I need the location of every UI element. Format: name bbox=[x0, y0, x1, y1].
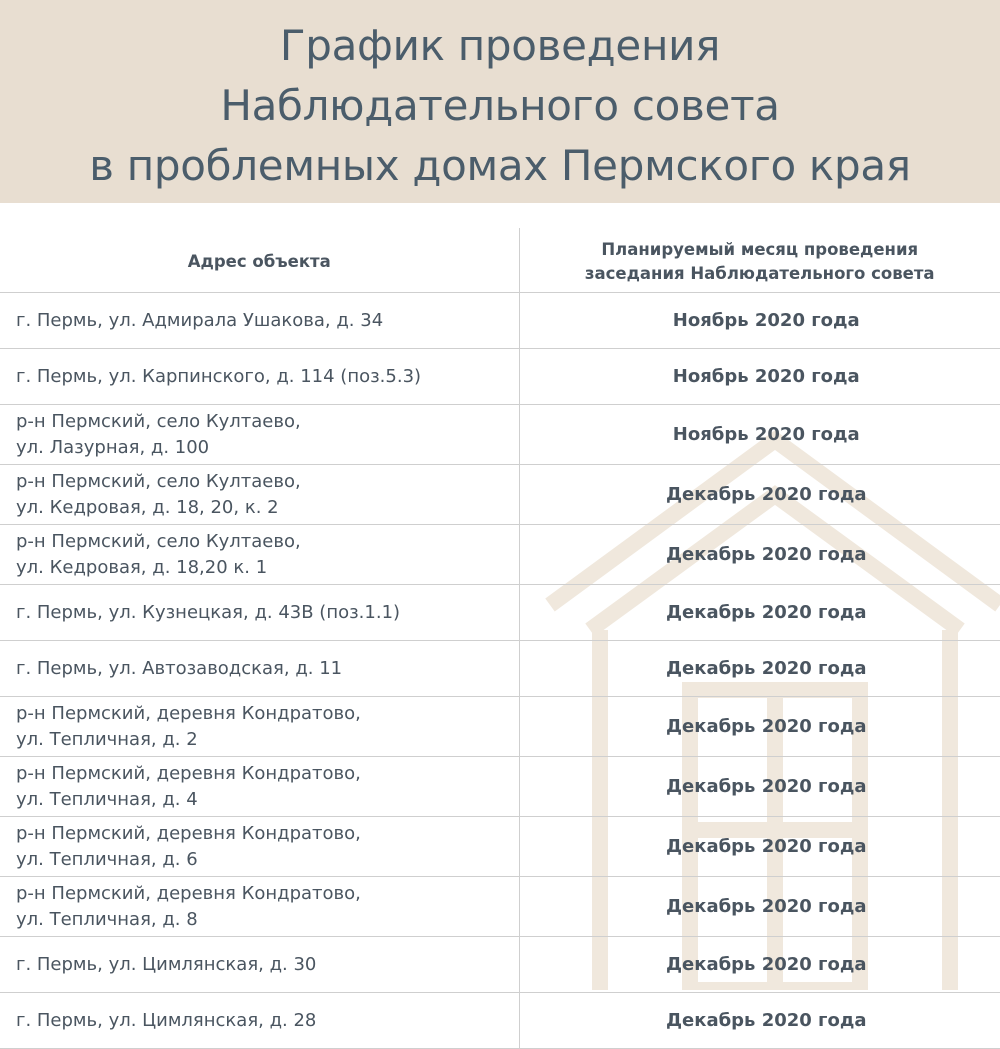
title-line-2: Наблюдательного совета bbox=[220, 81, 780, 130]
month-cell: Ноябрь 2020 года bbox=[519, 405, 1000, 465]
address-cell bbox=[0, 641, 519, 697]
address-cell bbox=[0, 465, 519, 525]
address-line-1: г. Пермь, ул. Карпинского, д. 114 (поз.5.3) bbox=[16, 365, 422, 387]
address-cell bbox=[0, 817, 519, 877]
table-row bbox=[0, 293, 1000, 349]
title-line-3: в проблемных домах Пермского края bbox=[89, 141, 911, 190]
month-header-line-1: Планируемый месяц проведения bbox=[601, 240, 919, 259]
table-row bbox=[0, 993, 1000, 1049]
month-cell: Декабрь 2020 года bbox=[519, 877, 1000, 937]
address-cell bbox=[0, 993, 519, 1049]
month-cell: Ноябрь 2020 года bbox=[519, 349, 1000, 405]
table-header-row bbox=[0, 228, 1000, 293]
month-cell: Декабрь 2020 года bbox=[519, 757, 1000, 817]
table-row bbox=[0, 817, 1000, 877]
address-line-1: г. Пермь, ул. Автозаводская, д. 11 bbox=[16, 657, 343, 679]
title-line-1: График проведения bbox=[279, 21, 721, 70]
address-line-1: р-н Пермский, село Култаево, bbox=[16, 530, 301, 552]
month-column-header bbox=[519, 228, 1000, 293]
address-line-1: г. Пермь, ул. Адмирала Ушакова, д. 34 bbox=[16, 309, 384, 331]
month-cell: Декабрь 2020 года bbox=[519, 697, 1000, 757]
schedule-table bbox=[0, 228, 1000, 1049]
address-cell bbox=[0, 405, 519, 465]
address-line-2: ул. Тепличная, д. 2 bbox=[16, 728, 198, 750]
month-cell: Декабрь 2020 года bbox=[519, 525, 1000, 585]
month-cell: Декабрь 2020 года bbox=[519, 817, 1000, 877]
month-header-line-2: заседания Наблюдательного совета bbox=[584, 264, 935, 283]
table-row bbox=[0, 525, 1000, 585]
address-column-header: Адрес объекта bbox=[0, 228, 519, 293]
month-cell: Декабрь 2020 года bbox=[519, 465, 1000, 525]
month-cell: Декабрь 2020 года bbox=[519, 937, 1000, 993]
address-line-1: р-н Пермский, деревня Кондратово, bbox=[16, 762, 361, 784]
table-row bbox=[0, 877, 1000, 937]
table-row bbox=[0, 641, 1000, 697]
month-cell: Декабрь 2020 года bbox=[519, 585, 1000, 641]
address-line-1: р-н Пермский, село Култаево, bbox=[16, 410, 301, 432]
table-row bbox=[0, 465, 1000, 525]
address-line-1: р-н Пермский, село Култаево, bbox=[16, 470, 301, 492]
address-cell bbox=[0, 349, 519, 405]
address-line-1: г. Пермь, ул. Цимлянская, д. 28 bbox=[16, 1009, 317, 1031]
address-line-2: ул. Кедровая, д. 18, 20, к. 2 bbox=[16, 496, 279, 518]
table-row bbox=[0, 757, 1000, 817]
table-row bbox=[0, 697, 1000, 757]
table-row bbox=[0, 349, 1000, 405]
address-cell bbox=[0, 293, 519, 349]
table-row bbox=[0, 937, 1000, 993]
address-line-2: ул. Тепличная, д. 4 bbox=[16, 788, 198, 810]
address-line-1: р-н Пермский, деревня Кондратово, bbox=[16, 882, 361, 904]
month-cell: Декабрь 2020 года bbox=[519, 993, 1000, 1049]
address-line-2: ул. Кедровая, д. 18,20 к. 1 bbox=[16, 556, 268, 578]
month-cell: Ноябрь 2020 года bbox=[519, 293, 1000, 349]
title-banner bbox=[0, 0, 1000, 203]
address-cell bbox=[0, 525, 519, 585]
address-cell bbox=[0, 697, 519, 757]
address-cell bbox=[0, 757, 519, 817]
address-cell bbox=[0, 585, 519, 641]
address-line-2: ул. Тепличная, д. 8 bbox=[16, 908, 198, 930]
table-row bbox=[0, 405, 1000, 465]
table-row bbox=[0, 585, 1000, 641]
address-cell bbox=[0, 937, 519, 993]
address-cell bbox=[0, 877, 519, 937]
address-line-2: ул. Лазурная, д. 100 bbox=[16, 436, 210, 458]
address-line-2: ул. Тепличная, д. 6 bbox=[16, 848, 198, 870]
address-line-1: р-н Пермский, деревня Кондратово, bbox=[16, 702, 361, 724]
address-line-1: г. Пермь, ул. Цимлянская, д. 30 bbox=[16, 953, 317, 975]
month-cell: Декабрь 2020 года bbox=[519, 641, 1000, 697]
address-line-1: р-н Пермский, деревня Кондратово, bbox=[16, 822, 361, 844]
page-title bbox=[0, 16, 1000, 196]
address-line-1: г. Пермь, ул. Кузнецкая, д. 43В (поз.1.1) bbox=[16, 601, 401, 623]
